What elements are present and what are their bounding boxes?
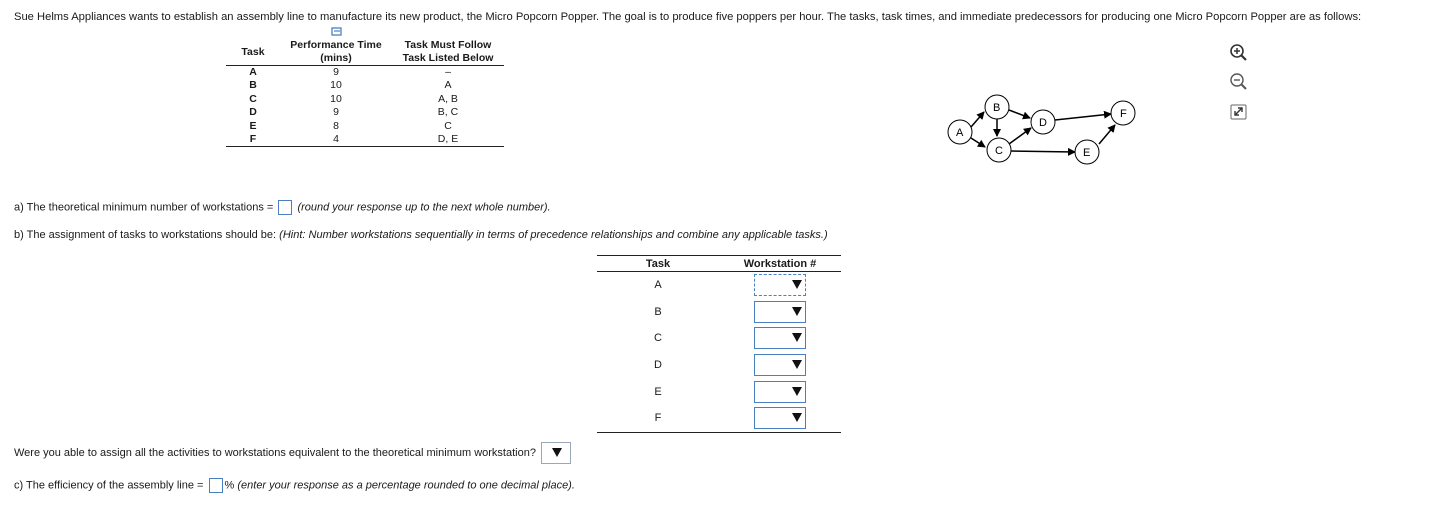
edge-c-e [1011,151,1075,152]
task-table-header [226,39,504,66]
dropdown-arrow-icon [792,307,802,316]
task-cell: B [249,79,257,92]
min-workstations-input[interactable] [278,200,292,215]
ws-select-cell [719,325,841,352]
ws-task-cell: F [597,405,719,432]
question-c-prefix: c) The efficiency of the assembly line = [14,479,204,492]
dropdown-arrow-icon [792,413,802,422]
question-a-prefix: a) The theoretical minimum number of workstations = [14,201,274,214]
workstation-select-f[interactable] [754,407,806,429]
zoom-out-icon[interactable] [1228,71,1250,93]
zoom-in-icon[interactable] [1228,42,1250,64]
pred-cell: A [444,79,452,92]
table-row [597,272,841,299]
table-row [226,133,504,147]
table-row [226,106,504,119]
workstation-select-c[interactable] [754,327,806,349]
question-b-prefix: b) The assignment of tasks to workstations should be: [14,229,277,241]
node-label-c: C [995,145,1003,157]
table-row [226,66,504,80]
precedence-diagram [944,94,1140,166]
ws-task-col-header: Task [597,256,719,272]
time-cell: 9 [333,106,339,119]
ws-task-cell: E [654,385,662,398]
task-cell: D [249,106,257,119]
task-cell: A [249,66,257,78]
expand-icon[interactable] [1228,101,1250,123]
assign-answer-select[interactable] [541,442,571,464]
table-row [597,378,841,405]
edge-b-d [1009,110,1030,118]
node-label-f: F [1120,108,1127,120]
table-row [597,405,841,432]
task-cell: C [249,92,257,105]
pred-header-line2: Task Listed Below [402,52,494,64]
workstation-select-d[interactable] [754,354,806,376]
time-header-line1: Performance Time [290,39,382,51]
ws-select-cell [719,272,841,299]
edge-e-f [1099,125,1115,144]
pred-cell: D, E [392,133,504,147]
edge-c-d [1009,128,1031,144]
edge-a-c [971,138,985,147]
workstation-select-b[interactable] [754,301,806,323]
question-b-hint: (Hint: Number workstations sequentially in terms of precedence relationships and combine any applicable tasks.) [279,229,828,241]
table-row [597,299,841,326]
ws-select-cell [719,405,841,432]
pred-cell: C [444,119,452,132]
problem-intro: Sue Helms Appliances wants to establish an assembly line to manufacture its new product, the Micro Popcorn Popper. The goal is to produce five poppers per hour. The tasks, task times, and immediate predecessors for producing one Micro Popcorn Popper are as follows: [14,11,1362,23]
table-row [597,325,841,352]
task-cell: F [226,133,280,147]
dropdown-arrow-icon [792,360,802,369]
question-c [14,478,575,493]
time-cell: 4 [280,133,392,147]
table-row [226,120,504,133]
ws-task-cell: B [654,305,662,318]
node-label-b: B [993,102,1001,114]
pred-col-header [392,39,504,66]
question-a [14,200,551,215]
dropdown-arrow-icon [792,387,802,396]
question-assign [14,442,571,464]
pred-header-line1: Task Must Follow [404,39,492,51]
time-cell: 10 [330,79,342,92]
workstation-table-header [597,256,841,272]
edge-a-b [971,112,984,127]
node-label-e: E [1083,147,1091,159]
table-row [226,79,504,92]
time-header-line2: (mins) [320,52,352,64]
workstation-select-e[interactable] [754,381,806,403]
time-cell: 9 [333,66,339,78]
time-col-header [280,39,392,66]
ws-task-cell: C [654,332,662,345]
table-row [226,93,504,106]
efficiency-input[interactable] [209,478,223,493]
ws-task-cell: A [654,279,662,292]
time-cell: 8 [333,119,339,132]
workstation-select-a[interactable] [754,274,806,296]
task-cell: E [249,119,257,132]
ws-select-cell [719,352,841,379]
question-assign-text: Were you able to assign all the activities to workstations equivalent to the theoretical minimum workstation? [14,446,536,459]
pred-cell: A, B [438,92,458,105]
ws-number-col-header: Workstation # [719,256,841,272]
ws-select-cell [719,299,841,326]
percent-unit: % [224,479,235,492]
time-cell: 10 [330,92,342,105]
workstation-table [597,255,841,433]
question-a-hint: (round your response up to the next whole number). [297,201,551,214]
ws-task-cell: D [654,359,662,372]
edge-d-f [1055,114,1111,120]
node-label-d: D [1039,117,1047,129]
dropdown-arrow-icon [792,280,802,289]
node-label-a: A [956,127,964,139]
table-row [597,352,841,379]
task-col-header: Task [226,39,280,66]
ws-select-cell [719,378,841,405]
task-table [226,39,504,147]
pred-cell: B, C [437,106,459,119]
question-c-hint: (enter your response as a percentage rounded to one decimal place). [237,479,575,492]
dropdown-arrow-icon [792,333,802,342]
dropdown-arrow-icon [552,448,562,457]
pred-cell: – [445,66,451,78]
question-b [14,229,828,241]
